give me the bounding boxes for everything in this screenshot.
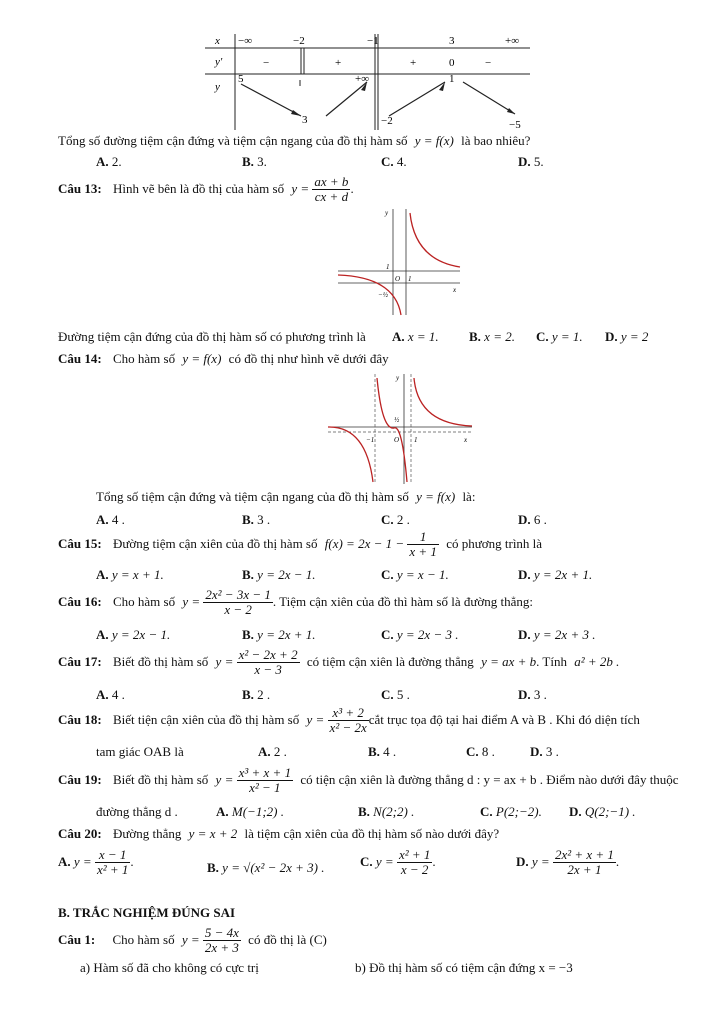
section-heading: B. TRẮC NGHIỆM ĐÚNG SAI [58,905,236,920]
option-a[interactable]: A. 2. [96,154,122,169]
q20-stem: Câu 20: Đường thẳng y = x + 2 là tiệm cận xiên của đồ thị hàm số nào dưới đây? [58,826,500,841]
svg-text:O: O [395,275,401,283]
option-c[interactable]: C. y = $\frac{\text{x² + 1}}{x - 2}$ . [360,847,436,878]
table-y-val: 1 [449,73,455,85]
svg-text:y: y [396,374,400,382]
q13-graph [335,205,465,317]
option-c[interactable]: C. 4. [381,154,407,169]
option-b[interactable]: B. 3. [242,154,267,169]
option-a[interactable]: A. x = 1. [392,329,439,344]
option-d[interactable]: D. y = 2 [605,329,649,344]
q12-text: Tổng số đường tiệm cận đứng và tiệm cận ngang của đồ thị hàm số y = f(x) là bao nhiêu? [58,133,531,148]
table-x-val: +∞ [505,35,520,47]
option-c[interactable]: C. 2 . [381,512,410,527]
table-x-val: −∞ [238,35,253,47]
option-b[interactable]: B. 4 . [368,744,397,759]
option-a[interactable]: A. 4 . [96,687,125,702]
option-b[interactable]: B. N(2;2) . [358,804,415,819]
table-y-val: +∞ [355,73,370,85]
option-d[interactable]: D. y = 2x + 3 . [518,627,596,642]
svg-text:1: 1 [414,436,418,444]
option-b[interactable]: B. 3 . [242,512,271,527]
q18-line2: tam giác OAB là [96,744,184,759]
q13-question: Đường tiệm cận đứng của đồ thị hàm số có phương trình là [58,329,366,344]
table-yp-label: y' [215,56,223,68]
option-c[interactable]: C. y = 2x − 3 . [381,627,459,642]
q16-stem: Câu 16: Cho hàm số y = $\frac{\text{2x² − 3x − 1}}{x - 2}$ . Tiệm cận xiên của đồ thì hàm số là đường thẳng: [58,587,534,618]
table-y-label: y [215,81,220,93]
svg-text:1: 1 [386,263,390,271]
q18-stem: Câu 18: Biết tiện cận xiên của đồ thị hàm số y = $\frac{\text{x³ + 2}}{\text{x² − 2x}}$ cắt trục tọa độ tại hai điểm A và B . Khi đó diện tích [58,705,640,736]
option-c[interactable]: C. y = 1. [536,329,583,344]
table-x-val: 3 [449,35,455,47]
option-a[interactable]: A. y = $\frac{x - 1}{\text{x² + 1}}$ . [58,847,134,878]
svg-text:x: x [464,436,468,444]
option-d[interactable]: D. y = $\frac{\text{2x² + x + 1}}{2x + 1}$ . [516,847,620,878]
option-d[interactable]: D. 6 . [518,512,547,527]
table-yp-sign: + [410,57,417,69]
q19-line2: đường thẳng d . [96,804,178,819]
q14-stem: Câu 14: Cho hàm số y = f(x) có đồ thị như hình vẽ dưới đây [58,351,389,366]
svg-text:−1: −1 [366,436,375,444]
option-c[interactable]: C. P(2;−2). [480,804,542,819]
variation-table [205,30,535,132]
q14-graph [326,370,474,486]
option-b[interactable]: B. x = 2. [469,329,515,344]
option-d[interactable]: D. 3 . [530,744,559,759]
svg-text:x: x [453,286,457,294]
option-c[interactable]: C. y = x − 1. [381,567,449,582]
b1-stem: Câu 1: Cho hàm số y = $\frac{5 - 4x}{2x + 3}$ có đồ thị là (C) [58,925,327,956]
option-a[interactable]: A. 4 . [96,512,125,527]
q14-question: Tổng số tiệm cận đứng và tiệm cận ngang của đồ thị hàm số y = f(x) là: [96,489,476,504]
svg-text:y: y [385,209,389,217]
q19-stem: Câu 19: Biết đồ thị hàm số y = $\frac{\text{x³ + x + 1}}{\text{x² − 1}}$ có tiện cận xiên là đường thẳng d : y = ax + b . Điểm nào dưới đây thuộc [58,765,679,796]
option-b[interactable]: B. 2 . [242,687,271,702]
svg-text:O: O [394,436,400,444]
table-yp-sign: − [263,57,270,69]
option-c[interactable]: C. 5 . [381,687,410,702]
option-b[interactable]: B. y = 2x − 1. [242,567,316,582]
table-x-val: −1 [367,35,379,47]
option-a[interactable]: A. y = x + 1. [96,567,164,582]
option-d[interactable]: D. Q(2;−1) . [569,804,636,819]
option-b[interactable]: B. y = 2x + 1. [242,627,316,642]
option-d[interactable]: D. 5. [518,154,544,169]
table-x-label: x [215,35,220,47]
option-b[interactable]: B. y = √(x² − 2x + 3) . [207,860,325,875]
table-y-val: 3 [302,114,308,126]
table-yp-sign: 0 [449,57,455,69]
table-yp-sign: + [335,57,342,69]
table-y-val: −2 [381,115,393,127]
option-d[interactable]: D. 3 . [518,687,547,702]
q17-stem: Câu 17: Biết đồ thị hàm số y = $\frac{\text{x² − 2x + 2}}{x - 3}$ có tiệm cận xiên là đường thẳng y = ax + b. Tính a² + 2b . [58,647,620,678]
svg-text:−½: −½ [378,291,388,299]
option-a[interactable]: A. M(−1;2) . [216,804,284,819]
option-d[interactable]: D. y = 2x + 1. [518,567,593,582]
b1-statement-a[interactable]: a) Hàm số đã cho không có cực trị [80,960,259,975]
table-y-val: −5 [509,119,521,131]
svg-text:½: ½ [394,416,400,424]
table-x-val: −2 [293,35,305,47]
q15-stem: Câu 15: Đường tiệm cận xiên của đồ thị hàm số f(x) = 2x − 1 − $\frac{1}{x + 1}$ có phương trình là [58,529,543,560]
svg-text:1: 1 [408,275,412,283]
option-c[interactable]: C. 8 . [466,744,495,759]
option-a[interactable]: A. 2 . [258,744,287,759]
table-yp-sign: − [485,57,492,69]
q13-stem: Câu 13: Hình vẽ bên là đồ thị của hàm số y = $\frac{ax + b}{cx + d}$ . [58,174,354,205]
table-y-val: 5 [238,73,244,85]
b1-statement-b[interactable]: b) Đồ thị hàm số có tiệm cận đứng x = −3 [355,960,573,975]
option-a[interactable]: A. y = 2x − 1. [96,627,171,642]
